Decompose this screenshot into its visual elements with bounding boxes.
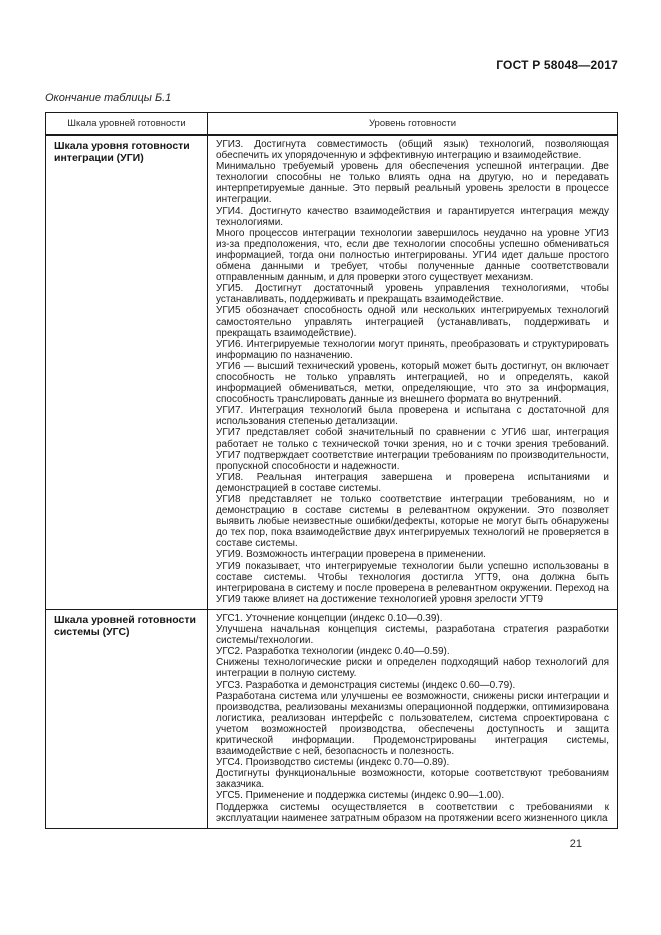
paragraph: УГИ3. Достигнута совместимость (общий язык) технологий, позволяющая обеспечить их упорядоченную и эффективную интеграцию и взаимодействие. xyxy=(216,139,609,162)
paragraph: Снижены технологические риски и определен подходящий набор технологий для интеграции в полную систему. xyxy=(216,657,609,680)
column-header-scale: Шкала уровней готовности xyxy=(46,113,208,136)
table-header-row xyxy=(46,113,618,136)
paragraph: УГИ5. Достигнут достаточный уровень управления технологиями, чтобы устанавливать, поддерживать и прекращать взаимодействие. xyxy=(216,283,609,306)
paragraph: УГС5. Применение и поддержка системы (индекс 0.90—1.00). xyxy=(216,790,505,802)
paragraph: Много процессов интеграции технологии завершилось неудачно на уровне УГИ3 из-за предположения, что, если две технологии способны успешно обмениваться информацией, тогда они полностью интегрированы. УГИ4 идет дальше простого обмена данными и требует, чтобы полученные данные соответствовали отправленным данным, и для проверки этого существует механизм. xyxy=(216,227,609,284)
paragraph: УГИ7 представляет собой значительный по сравнении с УГИ6 шаг, интеграция работает не только с технической точки зрения, но и с точки зрения требований. УГИ7 подтверждает соответствие интеграции требованиям по производительности, пропускной способности и надежности. xyxy=(216,427,609,472)
paragraph: УГИ6. Интегрируемые технологии могут принять, преобразовать и структурировать информацию по назначению. xyxy=(216,338,609,361)
paragraph: УГИ4. Достигнуто качество взаимодействия и гарантируется интеграция между технологиями. xyxy=(216,205,609,228)
paragraph: УГС3. Разработка и демонстрация системы (индекс 0.60—0.79). xyxy=(216,679,516,691)
paragraph: УГИ5 обозначает способность одной или нескольких интегрируемых технологий самостоятельно управлять интеграцией (устанавливать, поддерживать и прекращать взаимодействие). xyxy=(216,305,609,339)
table-row xyxy=(46,609,618,828)
page-number: 21 xyxy=(569,838,582,850)
paragraph: УГИ8. Реальная интеграция завершена и проверена испытаниями и демонстрацией в составе системы. xyxy=(216,471,609,494)
table-row xyxy=(46,135,618,609)
scale-label-ugi: Шкала уровня готовности интеграции (УГИ) xyxy=(46,135,208,609)
paragraph: УГС4. Производство системы (индекс 0.70—0.89). xyxy=(216,757,450,769)
paragraph: Поддержка системы осуществляется в соответствии с требованиями к эксплуатации наименее затратным образом на протяжении всего жизненного цикла xyxy=(216,801,609,824)
paragraph: УГИ9. Возможность интеграции проверена в применении. xyxy=(216,549,486,561)
paragraph: УГИ7. Интеграция технологий была проверена и испытана с достаточной для использования степенью детализации. xyxy=(216,405,609,428)
paragraph: УГИ8 представляет не только соответствие интеграции требованиям, но и демонстрацию в составе системы в релевантном окружении. Это позволяет выявить любые неизвестные ошибки/дефекты, которые не могут быть обнаружены до тех пор, пока взаимодействие двух интегрируемых технологий не проверяется в составе системы. xyxy=(216,494,609,550)
document-standard-number: ГОСТ Р 58048—2017 xyxy=(496,58,618,72)
paragraph: УГИ6 — высший технический уровень, который может быть достигнут, он включает способность не только управлять интеграцией, но и определять, какой информацией обмениваться, метки, определяющие, что это за информация, способность транслировать данные из внешнего формата во внутренний. xyxy=(216,360,609,406)
level-description-ugs xyxy=(208,609,618,828)
table-caption: Окончание таблицы Б.1 xyxy=(45,92,172,104)
paragraph: УГС1. Уточнение концепции (индекс 0.10—0.39). xyxy=(216,612,443,624)
paragraph: УГС2. Разработка технологии (индекс 0.40—0.59). xyxy=(216,646,450,658)
paragraph: УГИ9 показывает, что интегрируемые технологии были успешно использованы в составе системы. Чтобы технология достигла УГТ9, она должна быть интегрирована в систему и после проверена в релевантном окружении. Переход на УГИ9 также влияет на достижение технологией уровня зрелости УГТ9 xyxy=(216,560,609,605)
level-description-ugi xyxy=(208,135,618,609)
paragraph: Минимально требуемый уровень для обеспечения успешной интеграции. Две технологии способны не только влиять одна на другую, но и передавать интерпретируемые данные. Это первый реальный уровень зрелости в процессе интеграции. xyxy=(216,161,609,206)
paragraph: Разработана система или улучшены ее возможности, снижены риски интеграции и производства, реализованы механизмы операционной поддержки, оптимизирована логистика, реализован интерфейс с пользователем, система спроектирована с учетом возможностей производства, обеспечены доступность и защита критической информации. Продемонстрированы интеграция системы, взаимодействие с ней, безопасность и полезность. xyxy=(216,690,609,758)
scale-label-ugs: Шкала уровней готовности системы (УГС) xyxy=(46,609,208,828)
paragraph: Достигнуты функциональные возможности, которые соответствуют требованиям заказчика. xyxy=(216,768,609,791)
paragraph: Улучшена начальная концепция системы, разработана стратегия разработки системы/технологии. xyxy=(216,624,609,647)
column-header-level: Уровень готовности xyxy=(208,113,618,136)
readiness-levels-table xyxy=(45,112,618,829)
